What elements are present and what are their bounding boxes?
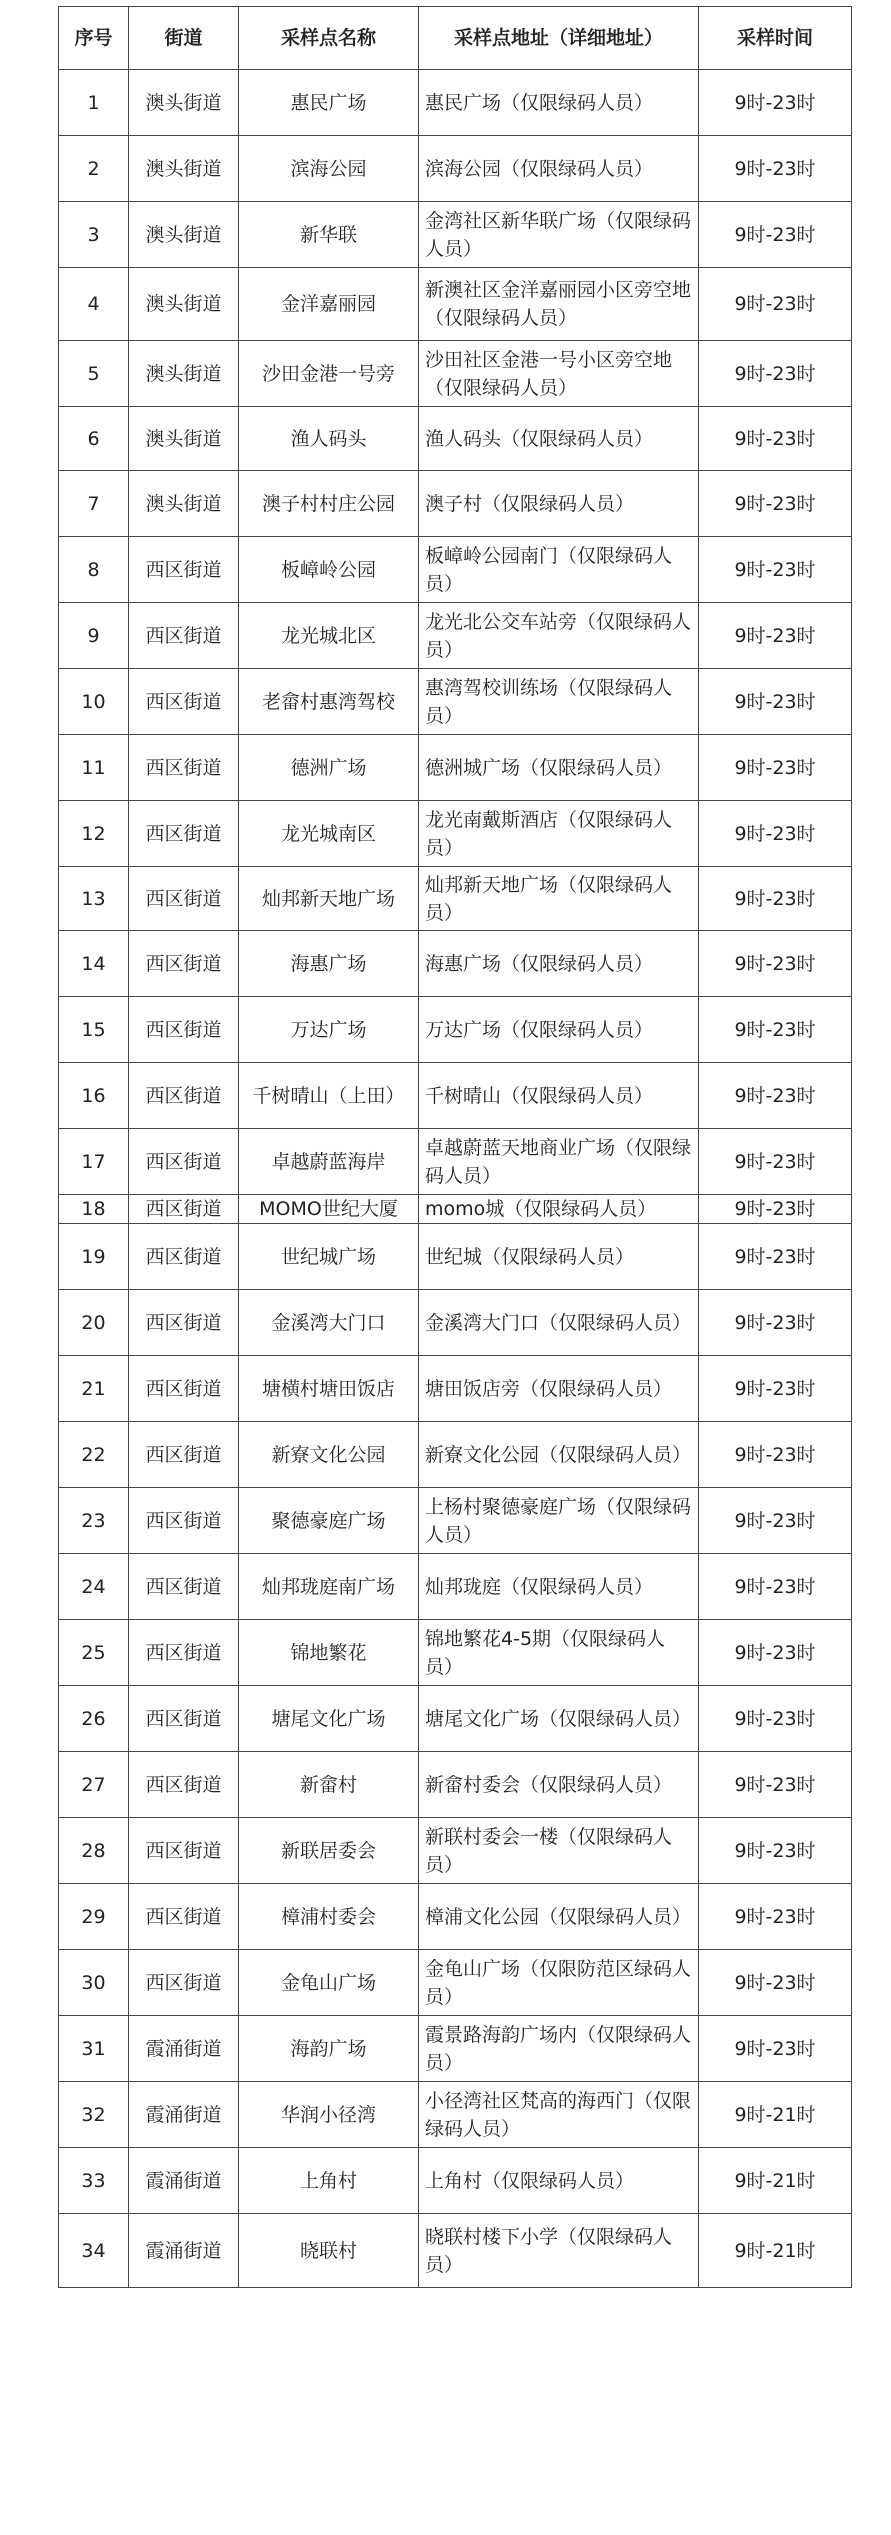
table-row [59,1620,852,1686]
cell-site-address: 滨海公园（仅限绿码人员） [419,136,699,202]
cell-street: 西区街道 [129,1818,239,1884]
cell-site-name: 聚德豪庭广场 [239,1488,419,1554]
cell-sampling-time: 9时-23时 [699,2016,852,2082]
cell-index: 25 [59,1620,129,1686]
table-row [59,136,852,202]
cell-site-name: 德洲广场 [239,735,419,801]
cell-street: 西区街道 [129,1950,239,2016]
cell-street: 西区街道 [129,735,239,801]
cell-sampling-time: 9时-23时 [699,407,852,471]
cell-site-address: 万达广场（仅限绿码人员） [419,997,699,1063]
cell-site-name: MOMO世纪大厦 [239,1195,419,1224]
cell-sampling-time: 9时-21时 [699,2148,852,2214]
cell-sampling-time: 9时-23时 [699,1422,852,1488]
cell-index: 16 [59,1063,129,1129]
cell-site-name: 龙光城北区 [239,603,419,669]
cell-site-name: 新寮文化公园 [239,1422,419,1488]
cell-index: 19 [59,1224,129,1290]
table-row [59,867,852,931]
header-site-address: 采样点地址（详细地址） [419,7,699,70]
cell-site-address: 新澳社区金洋嘉丽园小区旁空地（仅限绿码人员） [419,268,699,341]
cell-site-name: 新联居委会 [239,1818,419,1884]
table-row [59,669,852,735]
table-row [59,2016,852,2082]
cell-index: 7 [59,471,129,537]
cell-site-name: 板嶂岭公园 [239,537,419,603]
cell-site-name: 樟浦村委会 [239,1884,419,1950]
cell-index: 22 [59,1422,129,1488]
cell-sampling-time: 9时-23时 [699,867,852,931]
cell-site-address: 世纪城（仅限绿码人员） [419,1224,699,1290]
cell-sampling-time: 9时-23时 [699,1290,852,1356]
cell-sampling-time: 9时-23时 [699,1818,852,1884]
table-row [59,1290,852,1356]
cell-index: 10 [59,669,129,735]
cell-site-address: 卓越蔚蓝天地商业广场（仅限绿码人员） [419,1129,699,1195]
cell-street: 西区街道 [129,1488,239,1554]
cell-site-address: 澳子村（仅限绿码人员） [419,471,699,537]
cell-street: 霞涌街道 [129,2082,239,2148]
cell-index: 34 [59,2214,129,2288]
cell-street: 西区街道 [129,1290,239,1356]
table-row [59,2214,852,2288]
cell-site-address: 灿邦新天地广场（仅限绿码人员） [419,867,699,931]
cell-street: 西区街道 [129,1620,239,1686]
table-row [59,1224,852,1290]
cell-sampling-time: 9时-21时 [699,2082,852,2148]
cell-sampling-time: 9时-23时 [699,70,852,136]
cell-street: 西区街道 [129,603,239,669]
cell-site-address: 上角村（仅限绿码人员） [419,2148,699,2214]
cell-index: 11 [59,735,129,801]
table-body [59,70,852,2288]
cell-street: 西区街道 [129,1195,239,1224]
cell-sampling-time: 9时-23时 [699,1488,852,1554]
cell-site-address: 沙田社区金港一号小区旁空地（仅限绿码人员） [419,341,699,407]
header-street: 街道 [129,7,239,70]
table-row [59,1950,852,2016]
cell-street: 西区街道 [129,1422,239,1488]
cell-street: 澳头街道 [129,202,239,268]
cell-site-address: 金湾社区新华联广场（仅限绿码人员） [419,202,699,268]
cell-site-address: 金龟山广场（仅限防范区绿码人员） [419,1950,699,2016]
cell-sampling-time: 9时-23时 [699,1129,852,1195]
cell-index: 21 [59,1356,129,1422]
table-row [59,1488,852,1554]
cell-site-address: 金溪湾大门口（仅限绿码人员） [419,1290,699,1356]
header-index: 序号 [59,7,129,70]
table-row [59,1752,852,1818]
cell-street: 澳头街道 [129,136,239,202]
cell-site-name: 渔人码头 [239,407,419,471]
cell-index: 12 [59,801,129,867]
cell-site-address: 塘田饭店旁（仅限绿码人员） [419,1356,699,1422]
table-row [59,735,852,801]
cell-sampling-time: 9时-23时 [699,1063,852,1129]
cell-sampling-time: 9时-23时 [699,136,852,202]
cell-index: 26 [59,1686,129,1752]
cell-sampling-time: 9时-23时 [699,537,852,603]
table-row [59,2148,852,2214]
cell-street: 西区街道 [129,669,239,735]
cell-index: 14 [59,931,129,997]
cell-street: 西区街道 [129,537,239,603]
cell-street: 西区街道 [129,1554,239,1620]
cell-site-address: 新联村委会一楼（仅限绿码人员） [419,1818,699,1884]
cell-index: 18 [59,1195,129,1224]
cell-index: 13 [59,867,129,931]
cell-index: 23 [59,1488,129,1554]
cell-street: 西区街道 [129,997,239,1063]
table-row [59,70,852,136]
cell-sampling-time: 9时-23时 [699,202,852,268]
cell-index: 3 [59,202,129,268]
table-row [59,1063,852,1129]
cell-index: 24 [59,1554,129,1620]
cell-index: 17 [59,1129,129,1195]
cell-site-name: 万达广场 [239,997,419,1063]
cell-site-name: 老畲村惠湾驾校 [239,669,419,735]
cell-sampling-time: 9时-23时 [699,341,852,407]
cell-site-name: 沙田金港一号旁 [239,341,419,407]
cell-site-name: 金溪湾大门口 [239,1290,419,1356]
table-row [59,1195,852,1224]
cell-site-name: 灿邦新天地广场 [239,867,419,931]
cell-sampling-time: 9时-23时 [699,801,852,867]
cell-site-name: 滨海公园 [239,136,419,202]
cell-site-address: 锦地繁花4-5期（仅限绿码人员） [419,1620,699,1686]
cell-index: 5 [59,341,129,407]
table-row [59,471,852,537]
cell-street: 霞涌街道 [129,2148,239,2214]
cell-street: 西区街道 [129,931,239,997]
cell-street: 澳头街道 [129,471,239,537]
cell-site-name: 华润小径湾 [239,2082,419,2148]
cell-sampling-time: 9时-21时 [699,2214,852,2288]
cell-sampling-time: 9时-23时 [699,603,852,669]
table-row [59,801,852,867]
cell-sampling-time: 9时-23时 [699,1884,852,1950]
cell-street: 西区街道 [129,1884,239,1950]
cell-site-address: 龙光南戴斯酒店（仅限绿码人员） [419,801,699,867]
cell-sampling-time: 9时-23时 [699,1224,852,1290]
cell-site-name: 卓越蔚蓝海岸 [239,1129,419,1195]
cell-site-address: 惠湾驾校训练场（仅限绿码人员） [419,669,699,735]
cell-street: 西区街道 [129,1686,239,1752]
cell-sampling-time: 9时-23时 [699,1195,852,1224]
header-sampling-time: 采样时间 [699,7,852,70]
cell-site-address: 霞景路海韵广场内（仅限绿码人员） [419,2016,699,2082]
table-row [59,1884,852,1950]
cell-site-name: 上角村 [239,2148,419,2214]
cell-street: 澳头街道 [129,407,239,471]
table-row [59,1422,852,1488]
cell-site-address: 渔人码头（仅限绿码人员） [419,407,699,471]
cell-street: 西区街道 [129,867,239,931]
cell-site-name: 灿邦珑庭南广场 [239,1554,419,1620]
header-site-name: 采样点名称 [239,7,419,70]
table-row [59,931,852,997]
table-row [59,2082,852,2148]
cell-index: 9 [59,603,129,669]
cell-street: 西区街道 [129,1356,239,1422]
table-row [59,1686,852,1752]
table-row [59,1554,852,1620]
cell-site-name: 澳子村村庄公园 [239,471,419,537]
cell-street: 霞涌街道 [129,2016,239,2082]
cell-street: 澳头街道 [129,70,239,136]
cell-site-address: 惠民广场（仅限绿码人员） [419,70,699,136]
table-header-row [59,7,852,70]
cell-site-name: 新华联 [239,202,419,268]
cell-sampling-time: 9时-23时 [699,669,852,735]
cell-site-name: 金龟山广场 [239,1950,419,2016]
cell-index: 33 [59,2148,129,2214]
cell-site-address: 板嶂岭公园南门（仅限绿码人员） [419,537,699,603]
cell-site-address: 晓联村楼下小学（仅限绿码人员） [419,2214,699,2288]
sampling-points-table [58,6,852,2288]
cell-site-address: 德洲城广场（仅限绿码人员） [419,735,699,801]
table-row [59,603,852,669]
table-row [59,537,852,603]
cell-index: 27 [59,1752,129,1818]
cell-street: 澳头街道 [129,341,239,407]
table-row [59,1356,852,1422]
cell-site-name: 塘尾文化广场 [239,1686,419,1752]
cell-site-address: 海惠广场（仅限绿码人员） [419,931,699,997]
cell-street: 霞涌街道 [129,2214,239,2288]
table-row [59,997,852,1063]
cell-sampling-time: 9时-23时 [699,471,852,537]
cell-index: 8 [59,537,129,603]
cell-site-address: 新寮文化公园（仅限绿码人员） [419,1422,699,1488]
table-row [59,407,852,471]
cell-street: 西区街道 [129,801,239,867]
table-row [59,268,852,341]
cell-street: 西区街道 [129,1752,239,1818]
cell-index: 28 [59,1818,129,1884]
cell-site-name: 惠民广场 [239,70,419,136]
cell-sampling-time: 9时-23时 [699,1356,852,1422]
cell-site-name: 晓联村 [239,2214,419,2288]
cell-site-address: 塘尾文化广场（仅限绿码人员） [419,1686,699,1752]
cell-site-address: momo城（仅限绿码人员） [419,1195,699,1224]
cell-site-name: 新畲村 [239,1752,419,1818]
cell-index: 20 [59,1290,129,1356]
cell-site-address: 上杨村聚德豪庭广场（仅限绿码人员） [419,1488,699,1554]
cell-street: 澳头街道 [129,268,239,341]
cell-site-name: 金洋嘉丽园 [239,268,419,341]
cell-site-name: 世纪城广场 [239,1224,419,1290]
cell-site-address: 小径湾社区梵高的海西门（仅限绿码人员） [419,2082,699,2148]
cell-sampling-time: 9时-23时 [699,268,852,341]
cell-street: 西区街道 [129,1129,239,1195]
cell-index: 2 [59,136,129,202]
cell-index: 29 [59,1884,129,1950]
cell-sampling-time: 9时-23时 [699,931,852,997]
cell-site-address: 新畲村委会（仅限绿码人员） [419,1752,699,1818]
cell-site-name: 塘横村塘田饭店 [239,1356,419,1422]
cell-index: 1 [59,70,129,136]
cell-site-address: 龙光北公交车站旁（仅限绿码人员） [419,603,699,669]
cell-index: 15 [59,997,129,1063]
cell-sampling-time: 9时-23时 [699,1950,852,2016]
cell-index: 4 [59,268,129,341]
cell-site-name: 海惠广场 [239,931,419,997]
cell-sampling-time: 9时-23时 [699,1686,852,1752]
cell-sampling-time: 9时-23时 [699,997,852,1063]
cell-site-name: 海韵广场 [239,2016,419,2082]
table-row [59,202,852,268]
table-row [59,341,852,407]
table-row [59,1129,852,1195]
cell-sampling-time: 9时-23时 [699,735,852,801]
cell-index: 30 [59,1950,129,2016]
cell-sampling-time: 9时-23时 [699,1554,852,1620]
cell-street: 西区街道 [129,1063,239,1129]
cell-site-address: 灿邦珑庭（仅限绿码人员） [419,1554,699,1620]
cell-index: 6 [59,407,129,471]
cell-site-name: 龙光城南区 [239,801,419,867]
cell-site-name: 千树晴山（上田） [239,1063,419,1129]
cell-site-address: 千树晴山（仅限绿码人员） [419,1063,699,1129]
cell-site-name: 锦地繁花 [239,1620,419,1686]
cell-sampling-time: 9时-23时 [699,1620,852,1686]
cell-sampling-time: 9时-23时 [699,1752,852,1818]
cell-street: 西区街道 [129,1224,239,1290]
cell-index: 32 [59,2082,129,2148]
table-row [59,1818,852,1884]
cell-index: 31 [59,2016,129,2082]
cell-site-address: 樟浦文化公园（仅限绿码人员） [419,1884,699,1950]
